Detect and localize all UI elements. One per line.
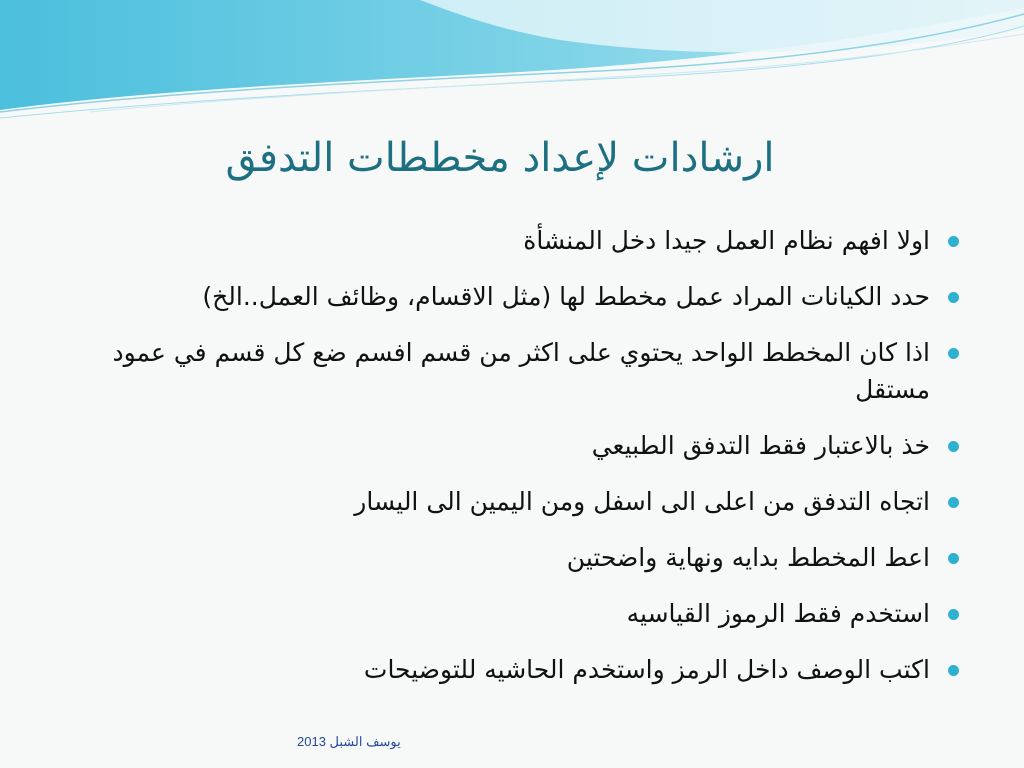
header-wave-decoration — [0, 0, 1024, 130]
list-item — [95, 334, 963, 408]
bullet-text: حدد الكيانات المراد عمل مخطط لها (مثل الاقسام، وظائف العمل..الخ) — [202, 282, 930, 311]
bullet-icon — [948, 236, 959, 247]
list-item — [95, 278, 963, 315]
bullet-icon — [948, 497, 959, 508]
bullet-icon — [948, 441, 959, 452]
list-item — [95, 539, 963, 576]
bullet-text: خذ بالاعتبار فقط التدفق الطبيعي — [591, 431, 930, 460]
list-item — [95, 427, 963, 464]
bullet-list — [95, 222, 963, 707]
bullet-text: استخدم فقط الرموز القياسيه — [626, 599, 930, 628]
bullet-text: اتجاه التدفق من اعلى الى اسفل ومن اليمين الى اليسار — [354, 487, 930, 516]
bullet-text: اولا افهم نظام العمل جيدا دخل المنشأة — [523, 226, 930, 255]
slide-title: ارشادات لإعداد مخططات التدفق — [225, 135, 775, 181]
bullet-icon — [948, 292, 959, 303]
bullet-text: اذا كان المخطط الواحد يحتوي على اكثر من قسم افسم ضع كل قسم في عمود مستقل — [112, 338, 930, 404]
list-item — [95, 651, 963, 688]
bullet-icon — [948, 348, 959, 359]
list-item — [95, 222, 963, 259]
list-item — [95, 595, 963, 632]
bullet-icon — [948, 553, 959, 564]
bullet-icon — [948, 609, 959, 620]
footer-author: يوسف الشبل 2013 — [297, 734, 401, 749]
bullet-icon — [948, 665, 959, 676]
bullet-text: اعط المخطط بدايه ونهاية واضحتين — [566, 543, 930, 572]
bullet-text: اكتب الوصف داخل الرمز واستخدم الحاشيه للتوضيحات — [363, 655, 930, 684]
list-item — [95, 483, 963, 520]
